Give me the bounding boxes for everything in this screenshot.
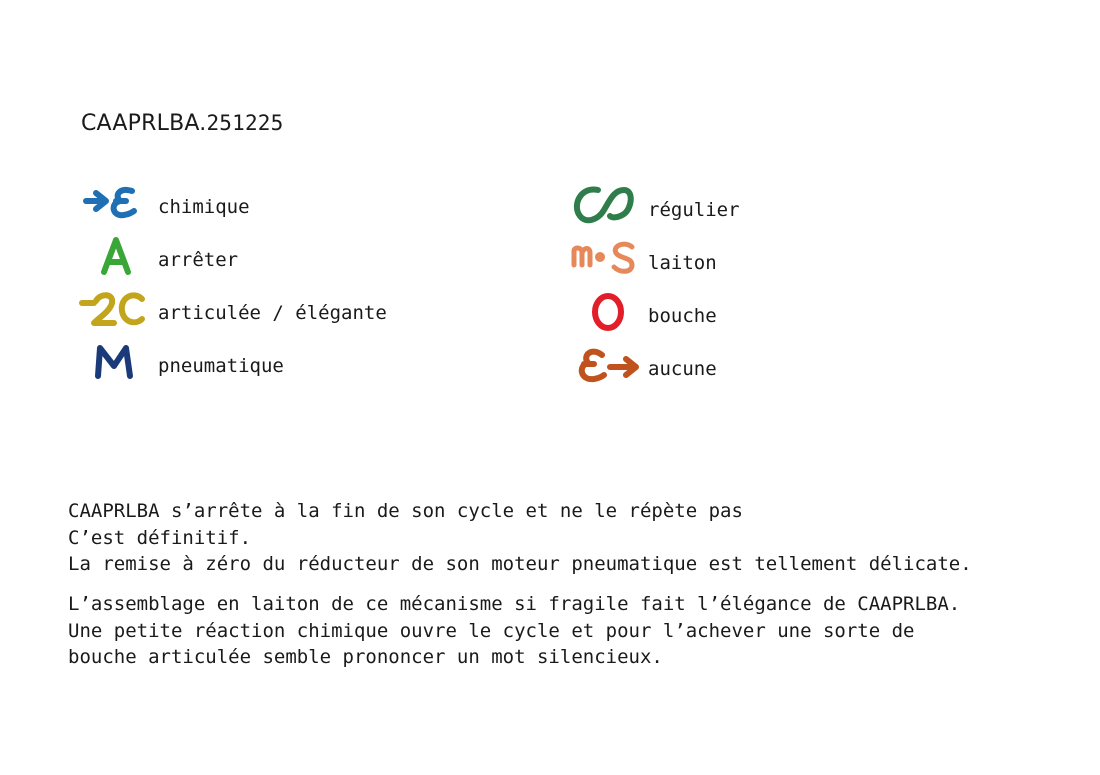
minus-2c-icon: [80, 289, 152, 337]
legend-label-chimique: chimique: [158, 196, 250, 218]
legend-item-aucune: [570, 345, 717, 393]
legend-item-regulier: [570, 186, 740, 234]
paragraph-1-line-3: La remise à zéro du réducteur de son moteur pneumatique est tellement délicate.: [68, 553, 972, 575]
m-dot-s-icon: [570, 239, 642, 287]
title-suffix: 251225: [206, 111, 284, 135]
legend-label-laiton: laiton: [648, 252, 717, 274]
paragraph-2-line-3: bouche articulée semble prononcer un mot silencieux.: [68, 646, 663, 668]
legend-item-chimique: [80, 183, 250, 231]
legend-item-laiton: [570, 239, 717, 287]
legend-label-arreter: arrêter: [158, 249, 239, 271]
cs-loop-icon: [570, 186, 642, 234]
paragraph-1-line-1: CAAPRLBA s’arrête à la fin de son cycle et ne le répète pas: [68, 500, 743, 522]
paragraph-2-line-1: L’assemblage en laiton de ce mécanisme si fragile fait l’élégance de CAAPRLBA.: [68, 593, 961, 615]
legend-label-articulee: articulée / élégante: [158, 302, 387, 324]
letter-a-icon: [80, 236, 152, 284]
paragraph-1-line-2: C’est définitif.: [68, 526, 252, 549]
legend-item-arreter: [80, 236, 238, 284]
title-main: CAAPRLBA.: [81, 111, 207, 136]
letter-o-icon: [570, 292, 642, 340]
legend-label-aucune: aucune: [648, 358, 717, 380]
legend-label-bouche: bouche: [648, 305, 717, 327]
legend-label-pneumatique: pneumatique: [158, 355, 284, 377]
legend-item-bouche: [570, 292, 717, 340]
legend-item-pneumatique: [80, 342, 284, 390]
paragraph-2: [68, 591, 960, 671]
legend-label-regulier: régulier: [648, 199, 740, 221]
paragraph-2-line-2: Une petite réaction chimique ouvre le cycle et pour l’achever une sorte de: [68, 619, 915, 642]
epsilon-arrow-icon: [570, 345, 642, 393]
arrow-epsilon-icon: [80, 183, 152, 231]
page-title: [81, 111, 284, 136]
legend-item-articulee: [80, 289, 387, 337]
paragraph-1: [68, 498, 972, 578]
letter-m-icon: [80, 342, 152, 390]
